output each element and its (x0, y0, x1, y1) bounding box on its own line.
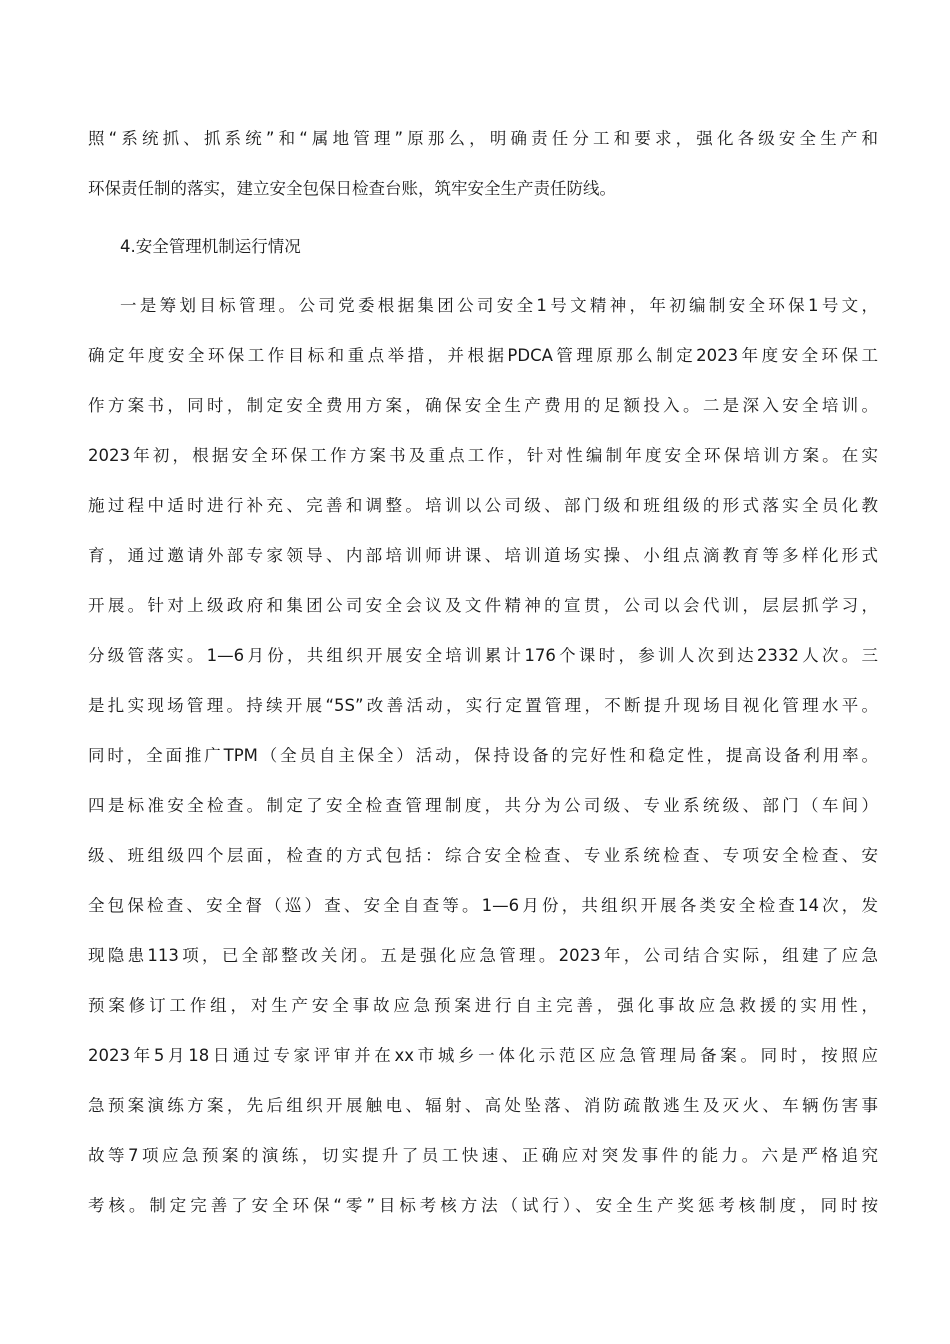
text-line: 现隐患113项，已全部整改关闭。五是强化应急管理。2023年，公司结合实际，组建了应急 (88, 946, 878, 965)
text-line: 全包保检查、安全督（巡）查、安全自查等。1—6月份，共组织开展各类安全检查14次，发 (88, 896, 878, 915)
text-line: 照“系统抓、抓系统”和“属地管理”原那么，明确责任分工和要求，强化各级安全生产和 (88, 129, 878, 148)
text-line: 一是筹划目标管理。公司党委根据集团公司安全1号文精神，年初编制安全环保1号文， (120, 296, 878, 315)
text-line: 同时，全面推广TPM（全员自主保全）活动，保持设备的完好性和稳定性，提高设备利用率。 (88, 746, 878, 765)
text-line: 作方案书，同时，制定安全费用方案，确保安全生产费用的足额投入。二是深入安全培训。 (88, 396, 878, 415)
text-line: 四是标准安全检查。制定了安全检查管理制度，共分为公司级、专业系统级、部门（车间） (88, 796, 878, 815)
text-line: 级、班组级四个层面，检查的方式包括：综合安全检查、专业系统检查、专项安全检查、安 (88, 846, 878, 865)
text-line: 预案修订工作组，对生产安全事故应急预案进行自主完善，强化事故应急救援的实用性， (88, 996, 878, 1015)
text-line: 环保责任制的落实，建立安全包保日检查台账，筑牢安全生产责任防线。 (88, 179, 616, 198)
text-line: 故等7项应急预案的演练，切实提升了员工快速、正确应对突发事件的能力。六是严格追究 (88, 1146, 878, 1165)
text-line: 育，通过邀请外部专家领导、内部培训师讲课、培训道场实操、小组点滴教育等多样化形式 (88, 546, 878, 565)
text-line: 2023年初，根据安全环保工作方案书及重点工作，针对性编制年度安全环保培训方案。在实 (88, 446, 878, 465)
text-line: 开展。针对上级政府和集团公司安全会议及文件精神的宣贯，公司以会代训，层层抓学习， (88, 596, 878, 615)
section-heading: 4.安全管理机制运行情况 (120, 237, 301, 256)
text-line: 2023年5月18日通过专家评审并在xx市城乡一体化示范区应急管理局备案。同时，按照应 (88, 1046, 878, 1065)
text-line: 考核。制定完善了安全环保“零”目标考核方法（试行）、安全生产奖惩考核制度，同时按 (88, 1196, 878, 1215)
text-line: 急预案演练方案，先后组织开展触电、辐射、高处坠落、消防疏散逃生及灭火、车辆伤害事 (88, 1096, 878, 1115)
text-line: 施过程中适时进行补充、完善和调整。培训以公司级、部门级和班组级的形式落实全员化教 (88, 496, 878, 515)
text-line: 是扎实现场管理。持续开展“5S”改善活动，实行定置管理，不断提升现场目视化管理水平。 (88, 696, 878, 715)
text-line: 确定年度安全环保工作目标和重点举措，并根据PDCA管理原那么制定2023年度安全环保工 (88, 346, 878, 365)
text-line: 分级管落实。1—6月份，共组织开展安全培训累计176个课时，参训人次到达2332人次。三 (88, 646, 878, 665)
